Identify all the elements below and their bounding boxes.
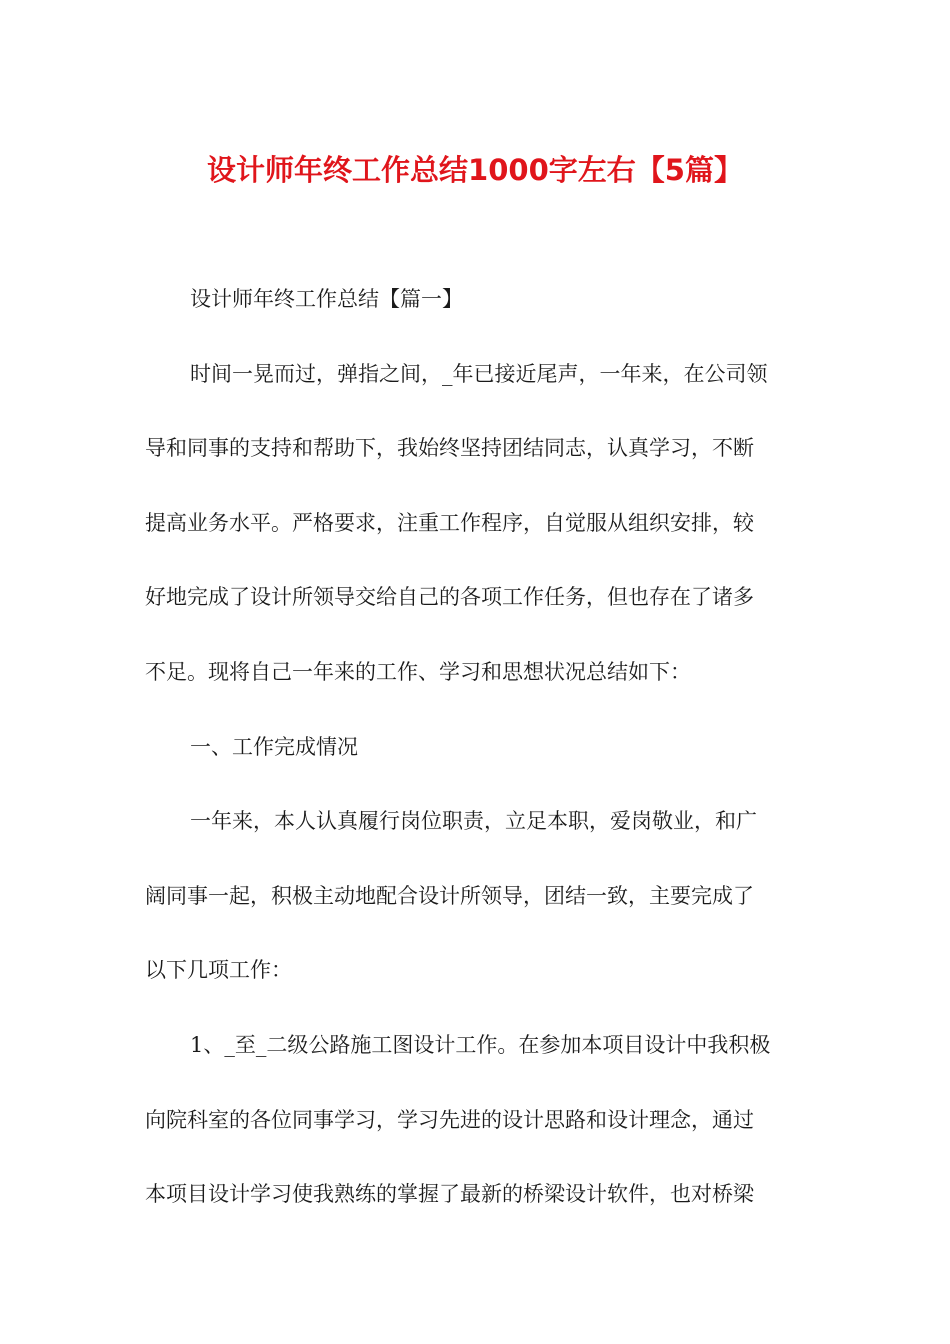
text-line-3: 提高业务水平。严格要求，注重工作程序，自觉服从组织安排，较 [145, 510, 754, 535]
text-line-11: 向院科室的各位同事学习，学习先进的设计思路和设计理念，通过 [145, 1107, 754, 1132]
document-title: 设计师年终工作总结1000字左右【5篇】 [207, 153, 743, 187]
text-line-4: 好地完成了设计所领导交给自己的各项工作任务，但也存在了诸多 [145, 585, 754, 610]
text-line-5: 不足。现将自己一年来的工作、学习和思想状况总结如下： [145, 659, 691, 684]
text-line-1: 时间一晃而过，弹指之间，_年已接近尾声，一年来，在公司领 [190, 361, 768, 386]
text-line-9: 以下几项工作： [145, 958, 292, 983]
section-heading-work: 一、工作完成情况 [190, 734, 358, 759]
text-line-12: 本项目设计学习使我熟练的掌握了最新的桥梁设计软件，也对桥梁 [145, 1182, 754, 1207]
text-line-8: 阔同事一起，积极主动地配合设计所领导，团结一致，主要完成了 [145, 883, 754, 908]
text-line-7: 一年来，本人认真履行岗位职责，立足本职，爱岗敬业，和广 [190, 809, 757, 834]
text-line-10: 1、_至_二级公路施工图设计工作。在参加本项目设计中我积极 [190, 1032, 771, 1057]
document-body [145, 281, 805, 1251]
section-title: 设计师年终工作总结【篇一】 [190, 287, 463, 311]
text-line-2: 导和同事的支持和帮助下，我始终坚持团结同志，认真学习，不断 [145, 436, 754, 461]
